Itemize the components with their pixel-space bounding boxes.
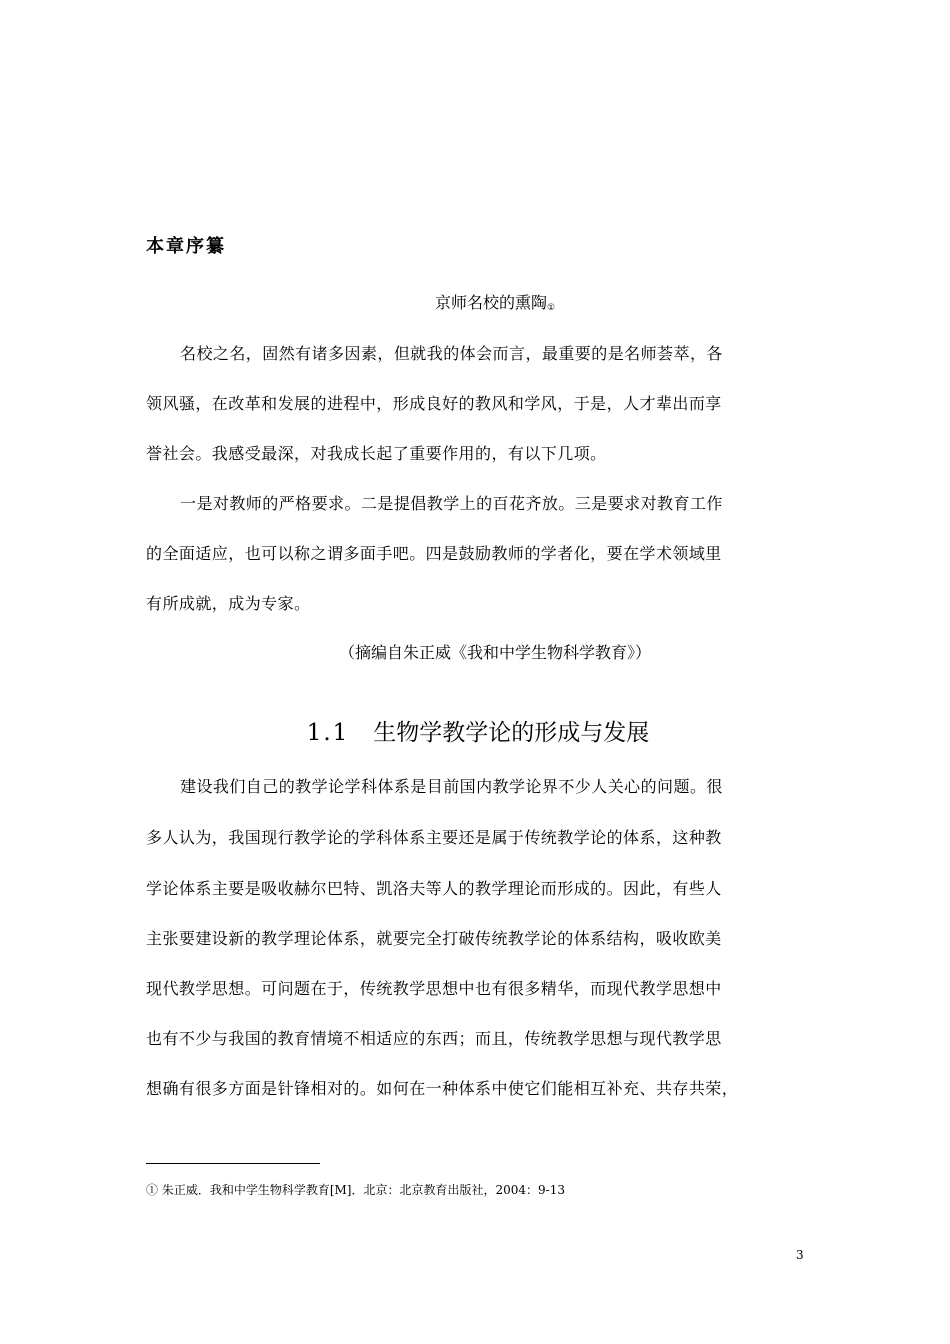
body-line: 多人认为，我国现行教学论的学科体系主要还是属于传统教学论的体系，这种教: [146, 828, 722, 847]
excerpt-paragraph1-line: 誉社会。我感受最深，对我成长起了重要作用的，有以下几项。: [146, 444, 607, 463]
body-line: 现代教学思想。可问题在于，传统教学思想中也有很多精华，而现代教学思想中: [146, 979, 722, 998]
section-heading: [0, 714, 950, 747]
excerpt-attribution: （摘编自朱正威《我和中学生物科学教育》）: [338, 643, 651, 662]
excerpt-paragraph2-line: 有所成就，成为专家。: [146, 594, 311, 613]
footnote-divider: [146, 1163, 320, 1164]
section-title: 生物学教学论的形成与发展: [373, 720, 650, 746]
excerpt-paragraph2-line: 一是对教师的严格要求。二是提倡教学上的百花齐放。三是要求对教育工作: [180, 494, 723, 513]
body-line: 主张要建设新的教学理论体系，就要完全打破传统教学论的体系结构，吸收欧美: [146, 929, 722, 948]
excerpt-title-text: 京师名校的熏陶: [434, 293, 547, 312]
excerpt-paragraph1-line: 名校之名，固然有诸多因素，但就我的体会而言，最重要的是名师荟萃，各: [180, 344, 723, 363]
body-line: 想确有很多方面是针锋相对的。如何在一种体系中使它们能相互补充、共存共荣，: [146, 1079, 739, 1098]
excerpt-paragraph2-line: 的全面适应，也可以称之谓多面手吧。四是鼓励教师的学者化，要在学术领域里: [146, 544, 722, 563]
excerpt-title: [0, 290, 950, 313]
page-number: 3: [796, 1248, 804, 1262]
footnote: ① 朱正威．我和中学生物科学教育[M]．北京：北京教育出版社，2004：9-13: [146, 1183, 565, 1197]
footnote-marker: ①: [546, 303, 556, 313]
body-line: 学论体系主要是吸收赫尔巴特、凯洛夫等人的教学理论而形成的。因此，有些人: [146, 879, 722, 898]
excerpt-paragraph1-line: 领风骚，在改革和发展的进程中，形成良好的教风和学风，于是，人才辈出而享: [146, 394, 722, 413]
body-line: 也有不少与我国的教育情境不相适应的东西；而且，传统教学思想与现代教学思: [146, 1029, 722, 1048]
section-number: 1.1: [306, 720, 350, 746]
body-line: 建设我们自己的教学论学科体系是目前国内教学论界不少人关心的问题。很: [180, 777, 723, 796]
chapter-preface-label: 本章序纂: [146, 236, 226, 257]
